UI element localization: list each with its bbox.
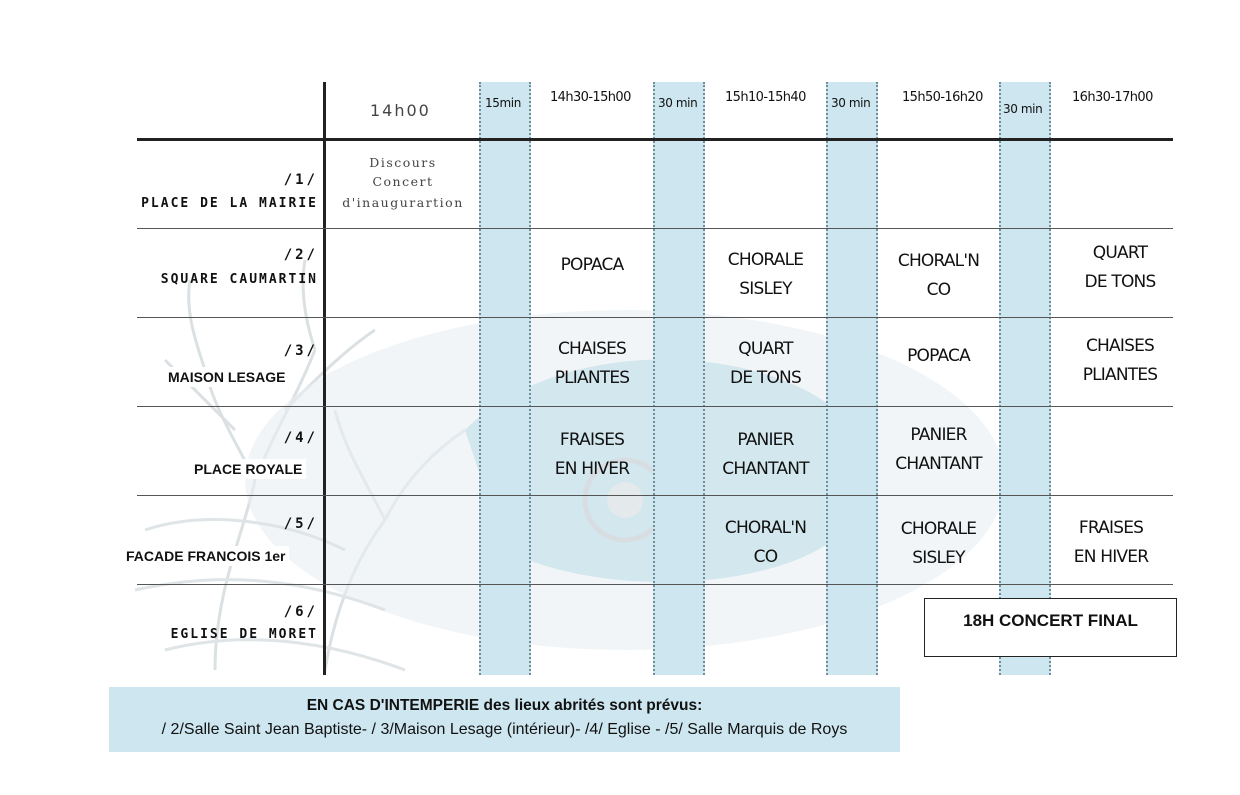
opening-line-3: d'inaugurartion — [342, 195, 464, 210]
header-break-3: 30 min — [831, 96, 871, 110]
venue-6-number: /6/ — [283, 604, 318, 620]
header-slot-4: 16h30-17h00 — [1072, 90, 1153, 105]
header-break-4: 30 min — [1003, 102, 1043, 116]
weather-notice-title: EN CAS D'INTEMPERIE des lieux abrités sont prévus: — [306, 697, 703, 714]
venue-5-name: FACADE FRANCOIS 1er — [122, 546, 289, 566]
venue-6-name: EGLISE DE MORET — [170, 627, 318, 642]
opening-line-1: Discours — [369, 155, 437, 170]
weather-notice-detail: / 2/Salle Saint Jean Baptiste- / 3/Maison Lesage (intérieur)- /4/ Eglise - /5/ Salle Marquis de Roys — [161, 721, 848, 738]
header-slot-3: 15h50-16h20 — [902, 90, 983, 105]
act-r5-s3: CHORALE SISLEY — [900, 519, 977, 568]
act-r2-s3: CHORAL'N CO — [897, 251, 980, 300]
venue-1-number: /1/ — [283, 172, 318, 188]
opening-line-2: Concert — [372, 174, 434, 189]
opening-ceremony — [328, 152, 478, 214]
break-column-2 — [653, 82, 705, 675]
act-r3-s2: QUART DE TONS — [730, 339, 801, 388]
act-r3-s1: CHAISES PLIANTES — [554, 339, 630, 388]
act-r2-s2: CHORALE SISLEY — [727, 250, 804, 299]
venue-3-name: MAISON LESAGE — [164, 367, 289, 387]
venue-column-divider — [323, 82, 326, 675]
venue-5-number: /5/ — [283, 516, 318, 532]
act-r5-s4: FRAISES EN HIVER — [1073, 518, 1149, 567]
row-divider-4 — [137, 495, 1173, 496]
venue-4-number: /4/ — [283, 430, 318, 446]
venue-1-name: PLACE DE LA MAIRIE — [141, 196, 318, 211]
act-r3-s3: POPACA — [907, 346, 970, 366]
break-column-4 — [999, 82, 1051, 675]
row-divider-3 — [137, 406, 1173, 407]
act-r5-s2: CHORAL'N CO — [724, 518, 807, 567]
row-divider-2 — [137, 317, 1173, 318]
venue-2-number: /2/ — [283, 247, 318, 263]
header-break-2: 30 min — [658, 96, 698, 110]
break-column-1 — [479, 82, 531, 675]
act-r2-s1: POPACA — [560, 255, 624, 275]
act-r4-s1: FRAISES EN HIVER — [554, 430, 630, 479]
header-slot-2: 15h10-15h40 — [725, 90, 806, 105]
weather-notice — [109, 687, 900, 752]
break-column-3 — [826, 82, 878, 675]
act-r2-s4: QUART DE TONS — [1084, 243, 1156, 292]
header-break-1: 15min — [485, 96, 521, 110]
act-r4-s3: PANIER CHANTANT — [895, 425, 982, 474]
act-r4-s2: PANIER CHANTANT — [722, 430, 809, 479]
venue-2-name: SQUARE CAUMARTIN — [160, 272, 318, 287]
venue-4-name: PLACE ROYALE — [190, 459, 306, 479]
row-divider-1 — [137, 228, 1173, 229]
row-divider-5 — [137, 584, 1173, 585]
act-r3-s4: CHAISES PLIANTES — [1082, 336, 1158, 385]
header-slot-1: 14h30-15h00 — [550, 90, 631, 105]
header-start-time: 14h00 — [370, 101, 431, 120]
venue-3-number: /3/ — [283, 343, 318, 359]
header-divider — [137, 138, 1173, 141]
final-concert-box: 18H CONCERT FINAL — [924, 598, 1177, 657]
